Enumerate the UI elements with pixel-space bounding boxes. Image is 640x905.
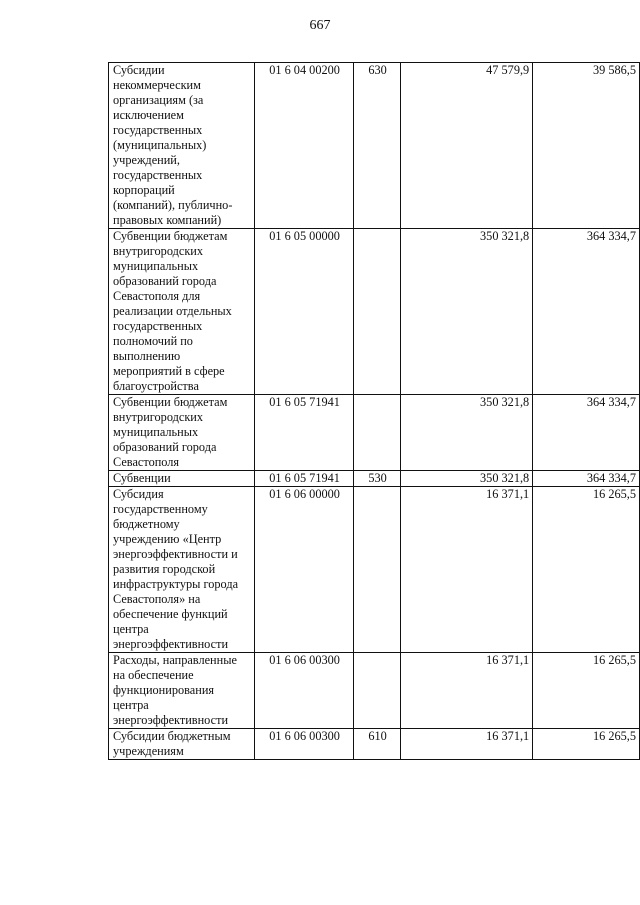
budget-table-body [109,63,640,760]
row-name-line: внутригородских [113,244,204,258]
row-sum-2024-cell: 350 321,8 [401,229,533,395]
row-name-line: бюджетному [113,517,180,531]
row-name-line: образований города [113,440,217,454]
row-name-line: организациям (за [113,93,204,107]
row-name-line: Севастополя» на [113,592,201,606]
row-name-line: корпораций [113,183,175,197]
row-name-line: учреждениям [113,744,184,758]
row-sum-2024-cell: 16 371,1 [401,487,533,653]
row-sum-2025-cell: 16 265,5 [533,487,640,653]
row-name-line: государственных [113,319,203,333]
row-sum-2025-cell: 39 586,5 [533,63,640,229]
row-name-line: Субвенции [113,471,171,485]
row-name-line: Расходы, направленные [113,653,237,667]
row-name-line: энергоэффективности [113,713,229,727]
row-sum-2025-cell: 16 265,5 [533,729,640,760]
row-name-line: учреждений, [113,153,180,167]
row-name-line: Севастополя для [113,289,201,303]
row-code-cell: 01 6 06 00300 [255,729,354,760]
row-name-line: энергоэффективности и [113,547,238,561]
row-name-line: государственному [113,502,208,516]
row-name-cell [109,487,255,653]
row-sum-2024-cell: 16 371,1 [401,729,533,760]
row-vr-cell [353,487,400,653]
row-name-line: Субвенции бюджетам [113,229,228,243]
row-name-line: функционирования [113,683,215,697]
row-sum-2024-cell: 47 579,9 [401,63,533,229]
row-vr-cell: 610 [353,729,400,760]
row-name-line: муниципальных [113,259,199,273]
row-name-cell [109,395,255,471]
row-name-line: благоустройства [113,379,199,393]
row-name-cell [109,229,255,395]
row-name-line: Субсидия [113,487,164,501]
row-sum-2025-cell: 364 334,7 [533,471,640,487]
row-name-cell [109,729,255,760]
row-name-line: Субсидии [113,63,165,77]
row-vr-cell [353,229,400,395]
row-sum-2024-cell: 350 321,8 [401,471,533,487]
row-code-cell: 01 6 06 00000 [255,487,354,653]
row-name-line: полномочий по [113,334,193,348]
row-name-line: Субсидии бюджетным [113,729,231,743]
row-name-line: некоммерческим [113,78,201,92]
row-name-line: мероприятий в сфере [113,364,225,378]
row-name-line: внутригородских [113,410,204,424]
row-name-line: исключением [113,108,184,122]
row-name-cell [109,653,255,729]
row-name-line: выполнению [113,349,181,363]
row-name-cell [109,471,255,487]
row-name-line: (компаний), публично- [113,198,233,212]
row-sum-2025-cell: 364 334,7 [533,229,640,395]
row-name-line: государственных [113,123,203,137]
row-code-cell: 01 6 05 71941 [255,471,354,487]
row-code-cell: 01 6 06 00300 [255,653,354,729]
table-row [109,395,640,471]
row-sum-2025-cell: 364 334,7 [533,395,640,471]
page-number: 667 [309,18,331,33]
row-name-line: Севастополя [113,455,180,469]
table-row [109,653,640,729]
table-row [109,229,640,395]
row-name-line: учреждению «Центр [113,532,222,546]
row-name-line: (муниципальных) [113,138,207,152]
table-row [109,729,640,760]
row-code-cell: 01 6 04 00200 [255,63,354,229]
row-vr-cell [353,395,400,471]
table-row [109,63,640,229]
table-row [109,471,640,487]
row-vr-cell: 530 [353,471,400,487]
row-name-line: центра [113,698,149,712]
row-name-line: энергоэффективности [113,637,229,651]
row-name-line: центра [113,622,149,636]
row-sum-2025-cell: 16 265,5 [533,653,640,729]
row-name-cell [109,63,255,229]
row-code-cell: 01 6 05 71941 [255,395,354,471]
row-name-line: инфраструктуры города [113,577,239,591]
row-name-line: обеспечение функций [113,607,228,621]
row-name-line: муниципальных [113,425,199,439]
row-code-cell: 01 6 05 00000 [255,229,354,395]
row-name-line: Субвенции бюджетам [113,395,228,409]
budget-table [108,62,640,760]
row-name-line: государственных [113,168,203,182]
row-name-line: развития городской [113,562,216,576]
row-sum-2024-cell: 350 321,8 [401,395,533,471]
row-name-line: реализации отдельных [113,304,232,318]
row-name-line: правовых компаний) [113,213,222,227]
table-row [109,487,640,653]
row-name-line: на обеспечение [113,668,194,682]
row-sum-2024-cell: 16 371,1 [401,653,533,729]
row-vr-cell: 630 [353,63,400,229]
row-name-line: образований города [113,274,217,288]
row-vr-cell [353,653,400,729]
